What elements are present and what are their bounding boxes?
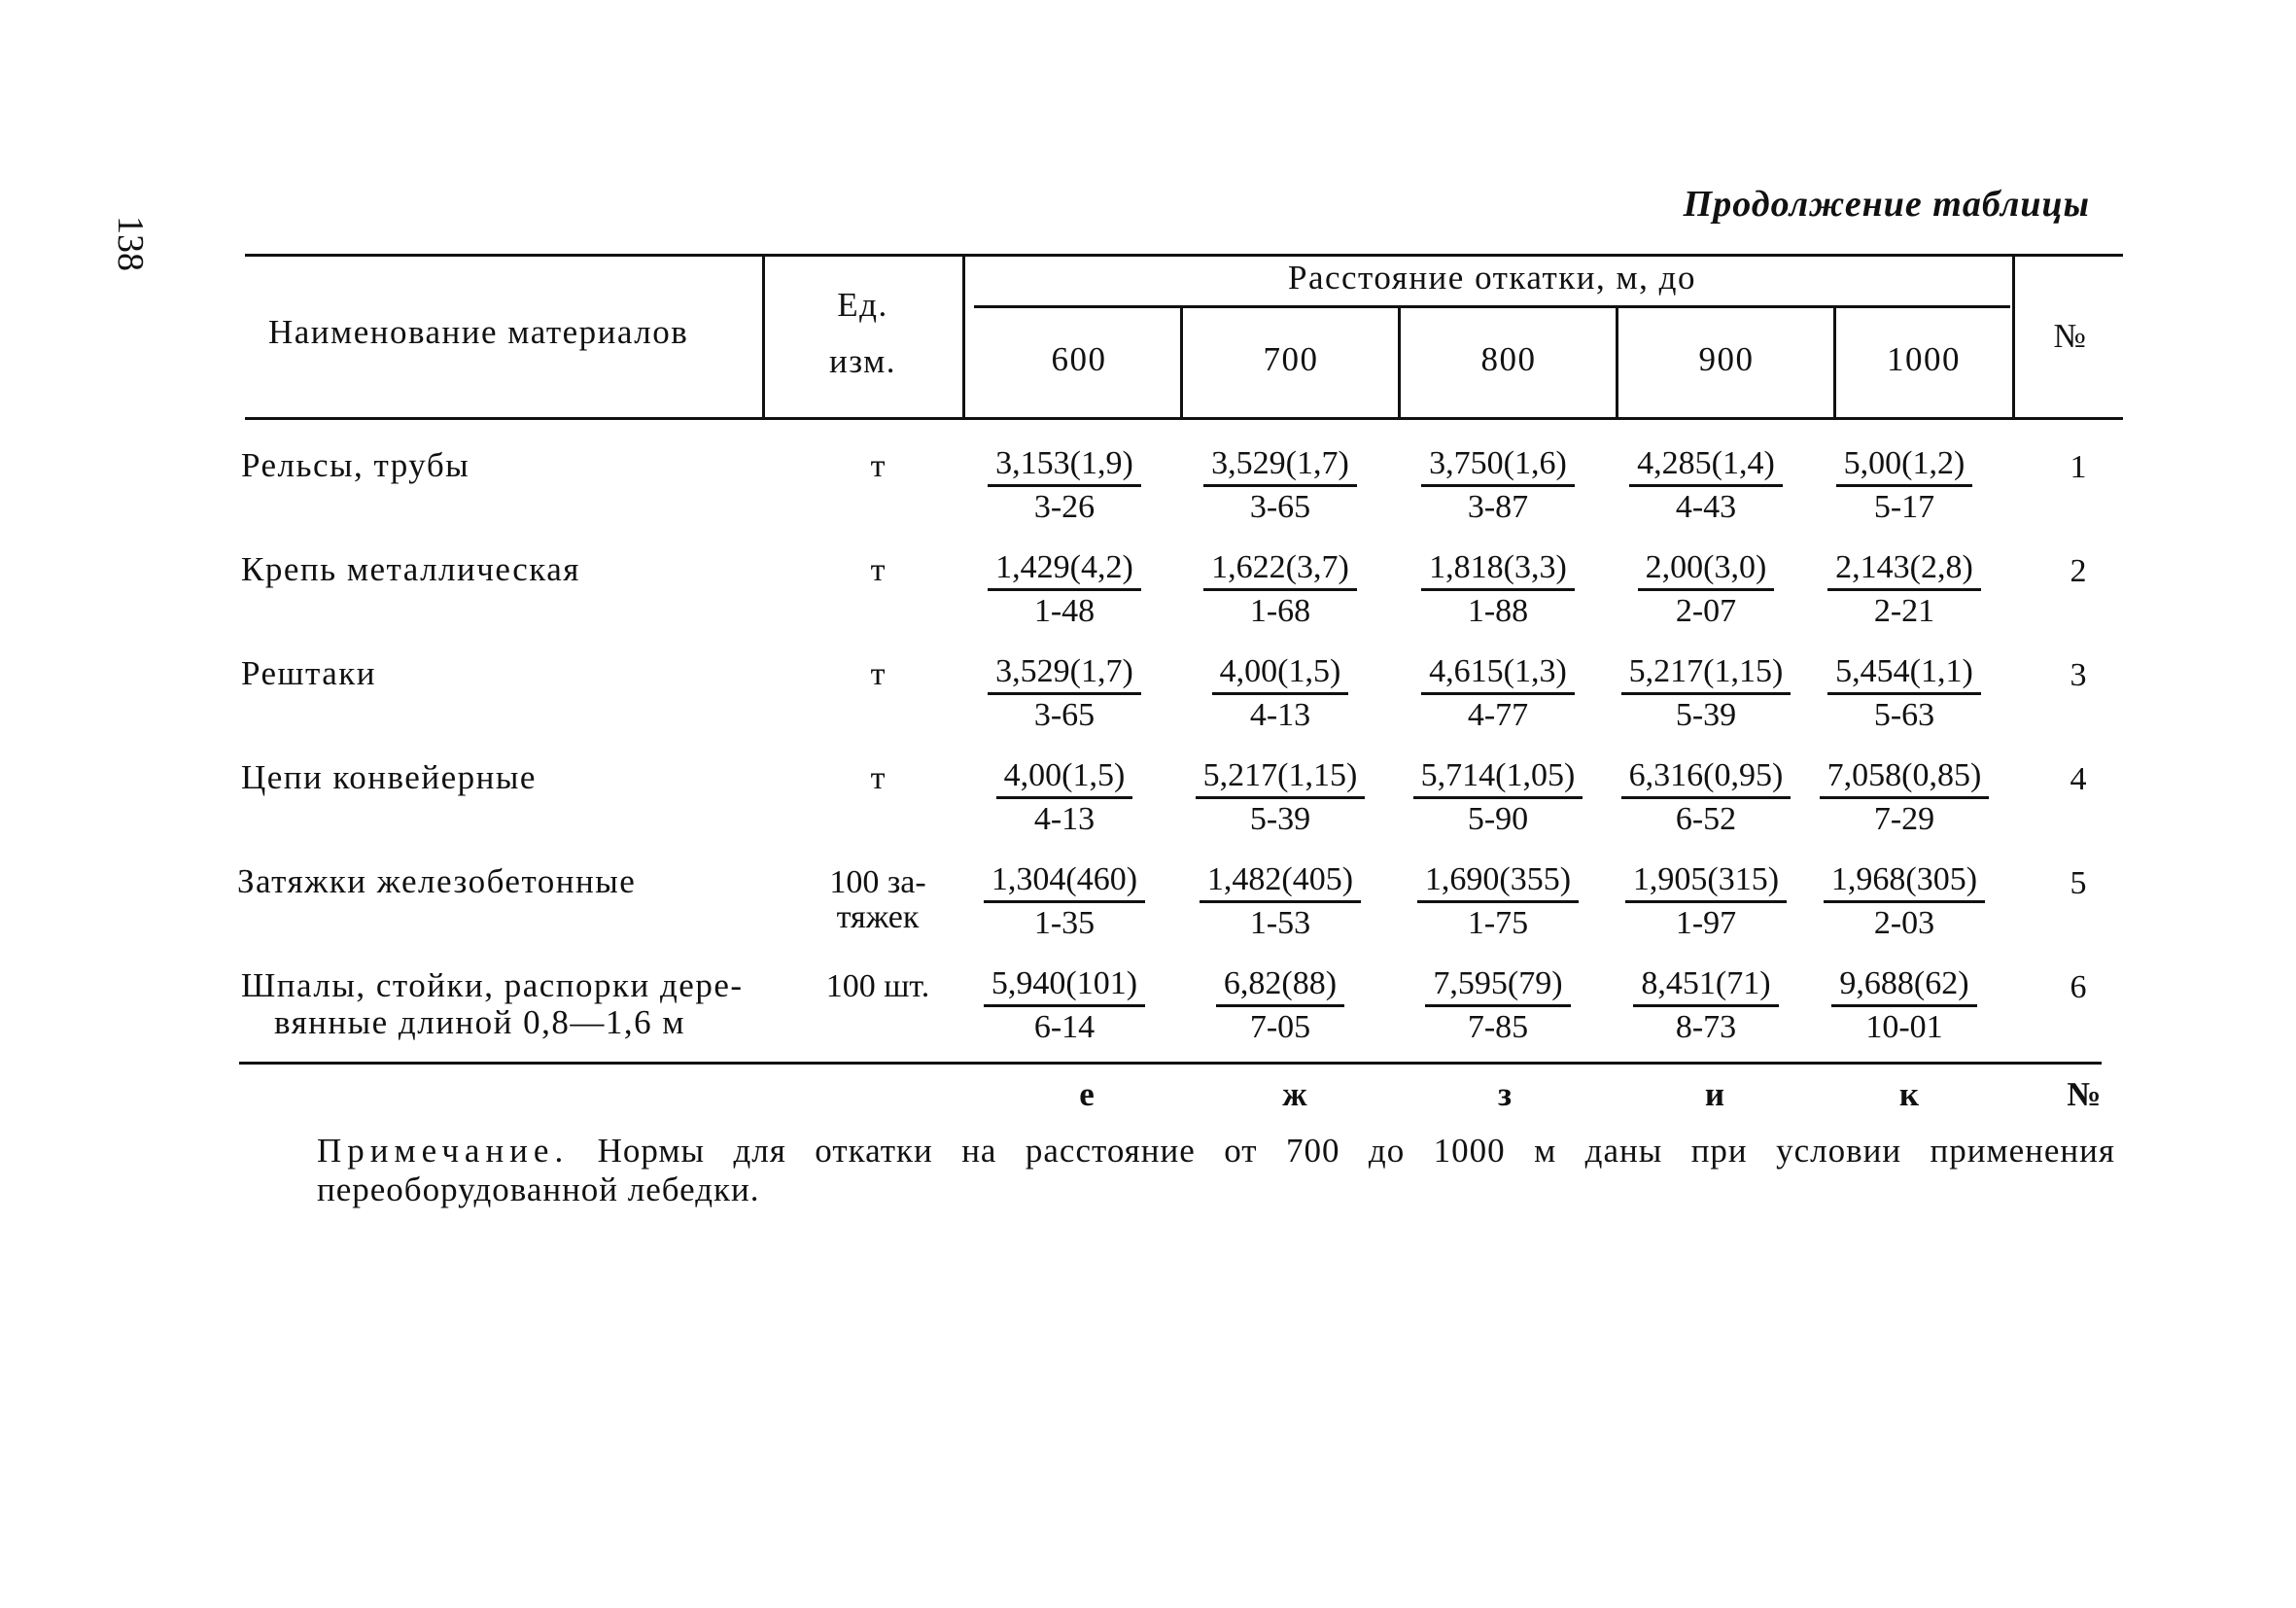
price-value: 5-90: [1467, 801, 1529, 837]
header-divider: [1833, 308, 1836, 417]
norm-cell: [1614, 963, 1798, 1048]
norm-value: 1,482(405): [1200, 859, 1361, 903]
price-value: 5-39: [1675, 697, 1737, 733]
header-divider: [1616, 308, 1618, 417]
header-distance: 900: [1698, 340, 1755, 378]
row-unit: т: [870, 448, 886, 484]
norm-value: 1,690(355): [1417, 859, 1579, 903]
header-bottom-rule: [245, 417, 2123, 420]
price-value: 1-88: [1467, 593, 1529, 629]
row-unit: т: [870, 552, 886, 588]
row-material-name: Крепь металлическая: [241, 550, 580, 588]
price-value: 7-29: [1873, 801, 1935, 837]
norm-value: 6,82(88): [1216, 963, 1344, 1007]
footer-column-letter: к: [1898, 1075, 1920, 1113]
norm-value: 4,615(1,3): [1421, 651, 1575, 695]
row-unit-continued: тяжек: [836, 899, 920, 935]
price-value: 1-35: [1033, 905, 1096, 941]
header-divider: [2012, 257, 2015, 417]
norm-value: 1,304(460): [984, 859, 1145, 903]
row-material-name: Цепи конвейерные: [241, 758, 537, 796]
header-divider: [1180, 308, 1183, 417]
norm-value: 4,285(1,4): [1629, 443, 1783, 487]
header-distance: 600: [1051, 340, 1107, 378]
norm-value: 1,622(3,7): [1203, 547, 1357, 591]
header-divider: [962, 257, 965, 417]
norm-value: 3,529(1,7): [1203, 443, 1357, 487]
price-value: 3-26: [1033, 489, 1096, 525]
norm-value: 5,714(1,05): [1413, 755, 1583, 799]
norm-value: 3,750(1,6): [1421, 443, 1575, 487]
table-top-rule: [245, 254, 2123, 257]
footer-column-letter: е: [1079, 1075, 1095, 1113]
norm-cell: [1406, 547, 1590, 632]
price-value: 7-85: [1467, 1009, 1529, 1045]
norm-cell: [972, 755, 1157, 840]
norm-value: 1,905(315): [1625, 859, 1787, 903]
norm-cell: [1188, 755, 1373, 840]
row-material-name: Рельсы, трубы: [241, 446, 470, 484]
norm-cell: [972, 443, 1157, 528]
norm-cell: [1614, 547, 1798, 632]
row-unit: 100 шт.: [825, 968, 930, 1004]
norm-value: 6,316(0,95): [1621, 755, 1792, 799]
price-value: 4-43: [1675, 489, 1737, 525]
row-unit: 100 за-: [829, 864, 926, 900]
row-material-name: Рештаки: [241, 654, 376, 692]
norm-value: 8,451(71): [1633, 963, 1778, 1007]
norm-cell: [1812, 963, 1997, 1048]
price-value: 1-48: [1033, 593, 1096, 629]
row-number: 5: [2070, 865, 2087, 901]
footer-number-sign: №: [2067, 1075, 2102, 1113]
row-material-name-continued: вянные длиной 0,8—1,6 м: [274, 1003, 686, 1041]
price-value: 1-75: [1467, 905, 1529, 941]
norm-cell: [1188, 547, 1373, 632]
row-material-name: Шпалы, стойки, распорки дере-: [241, 966, 744, 1004]
norm-value: 2,00(3,0): [1638, 547, 1775, 591]
row-material-name: Затяжки железобетонные: [237, 862, 637, 900]
price-value: 5-39: [1249, 801, 1311, 837]
norm-value: 7,595(79): [1425, 963, 1570, 1007]
header-unit-line2: изм.: [829, 342, 896, 380]
norm-cell: [1614, 859, 1798, 944]
price-value: 5-17: [1873, 489, 1935, 525]
price-value: 1-68: [1249, 593, 1311, 629]
norm-value: 5,00(1,2): [1836, 443, 1973, 487]
norm-value: 4,00(1,5): [1212, 651, 1349, 695]
table-bottom-rule: [239, 1062, 2102, 1065]
norm-cell: [1406, 859, 1590, 944]
price-value: 1-97: [1675, 905, 1737, 941]
row-number: 2: [2070, 553, 2087, 589]
norm-value: 3,153(1,9): [988, 443, 1141, 487]
norm-value: 2,143(2,8): [1827, 547, 1981, 591]
price-value: 1-53: [1249, 905, 1311, 941]
norm-cell: [1614, 443, 1798, 528]
price-value: 5-63: [1873, 697, 1935, 733]
row-unit: т: [870, 656, 886, 692]
header-number-col: №: [2053, 317, 2088, 355]
norm-value: 3,529(1,7): [988, 651, 1141, 695]
price-value: 2-07: [1675, 593, 1737, 629]
footer-column-letter: ж: [1282, 1075, 1307, 1113]
norm-value: 5,217(1,15): [1196, 755, 1366, 799]
norm-cell: [1812, 443, 1997, 528]
norm-cell: [1406, 443, 1590, 528]
norm-value: 1,429(4,2): [988, 547, 1141, 591]
price-value: 8-73: [1675, 1009, 1737, 1045]
norm-cell: [1812, 651, 1997, 736]
norm-value: 5,217(1,15): [1621, 651, 1792, 695]
row-number: 6: [2070, 969, 2087, 1005]
norm-cell: [1188, 963, 1373, 1048]
page-number: 138: [110, 216, 151, 271]
header-distance-group: Расстояние откатки, м, до: [1287, 259, 1696, 297]
price-value: 2-03: [1873, 905, 1935, 941]
row-number: 3: [2070, 657, 2087, 693]
norm-value: 4,00(1,5): [996, 755, 1133, 799]
norm-cell: [1614, 651, 1798, 736]
norm-cell: [1406, 755, 1590, 840]
header-divider: [762, 257, 765, 417]
header-unit-line1: Ед.: [837, 286, 888, 324]
row-number: 1: [2070, 449, 2087, 485]
norm-cell: [1812, 755, 1997, 840]
price-value: 6-52: [1675, 801, 1737, 837]
norm-cell: [1406, 963, 1590, 1048]
header-divider: [1398, 308, 1401, 417]
continuation-title: Продолжение таблицы: [1683, 184, 2090, 225]
norm-cell: [972, 651, 1157, 736]
norm-cell: [972, 859, 1157, 944]
norm-value: 9,688(62): [1831, 963, 1976, 1007]
price-value: 7-05: [1249, 1009, 1311, 1045]
price-value: 4-77: [1467, 697, 1529, 733]
price-value: 3-87: [1467, 489, 1529, 525]
norm-cell: [1406, 651, 1590, 736]
norm-value: 1,818(3,3): [1421, 547, 1575, 591]
price-value: 3-65: [1033, 697, 1096, 733]
norm-value: 7,058(0,85): [1820, 755, 1990, 799]
header-distance: 800: [1480, 340, 1537, 378]
norm-cell: [972, 547, 1157, 632]
price-value: 2-21: [1873, 593, 1935, 629]
distance-group-rule: [974, 305, 2010, 308]
header-distance: 1000: [1887, 340, 1961, 378]
row-number: 4: [2070, 761, 2087, 797]
price-value: 6-14: [1033, 1009, 1096, 1045]
norm-cell: [1188, 859, 1373, 944]
norm-cell: [1812, 859, 1997, 944]
price-value: 10-01: [1865, 1009, 1943, 1045]
footer-column-letter: и: [1704, 1075, 1725, 1113]
header-name-col: Наименование материалов: [268, 313, 689, 351]
price-value: 4-13: [1249, 697, 1311, 733]
norm-cell: [972, 963, 1157, 1048]
norm-cell: [1614, 755, 1798, 840]
norm-cell: [1812, 547, 1997, 632]
header-distance: 700: [1263, 340, 1319, 378]
norm-value: 5,940(101): [984, 963, 1145, 1007]
row-unit: т: [870, 760, 886, 796]
note-text: Нормы для откатки на расстояние от 700 до 1000 м даны при условии применения переоборудованной лебедки.: [317, 1132, 2115, 1208]
table-note: [317, 1132, 2115, 1209]
price-value: 4-13: [1033, 801, 1096, 837]
norm-cell: [1188, 651, 1373, 736]
price-value: 3-65: [1249, 489, 1311, 525]
norm-cell: [1188, 443, 1373, 528]
norm-value: 1,968(305): [1824, 859, 1985, 903]
footer-column-letter: з: [1497, 1075, 1513, 1113]
note-label: Примечание.: [317, 1132, 570, 1170]
norm-value: 5,454(1,1): [1827, 651, 1981, 695]
